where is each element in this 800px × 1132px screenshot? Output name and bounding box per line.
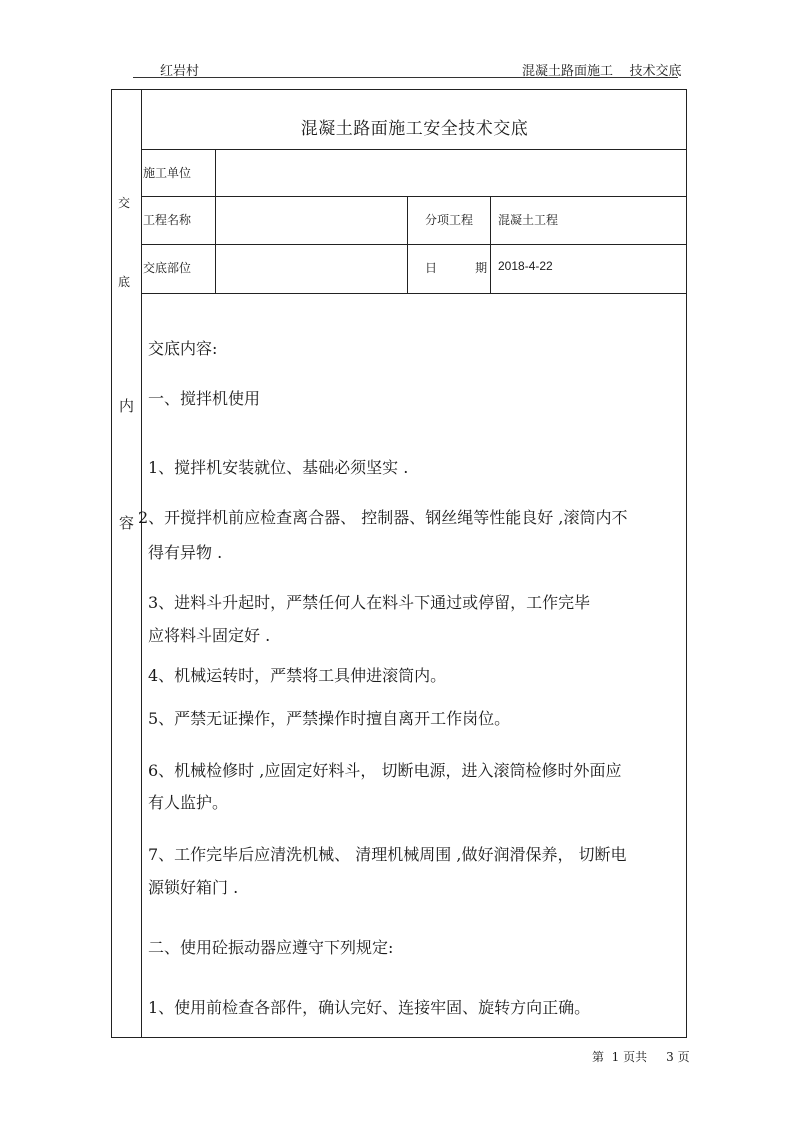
title-row-divider <box>141 149 687 150</box>
list-item-continuation: 有人监护。 <box>148 793 229 812</box>
list-item: 6、机械检修时 ,应固定好料斗， 切断电源，进入滚筒检修时外面应 <box>148 761 622 780</box>
header-village: 红岩村 <box>160 64 200 79</box>
list-item: 7、工作完毕后应清洗机械、 清理机械周围 ,做好润滑保养， 切断电 <box>148 845 627 864</box>
side-label-char: 交 <box>118 196 131 210</box>
list-item-continuation: 应将料斗固定好 . <box>148 626 271 645</box>
list-item: 4、机械运转时，严禁将工具伸进滚筒内。 <box>148 666 447 685</box>
dept-label: 交底部位 <box>143 261 192 275</box>
list-item: 5、严禁无证操作，严禁操作时擅自离开工作岗位。 <box>148 709 511 728</box>
document-title: 混凝土路面施工安全技术交底 <box>300 119 529 139</box>
date-value: 2018-4-22 <box>498 259 553 273</box>
sub-project-label: 分项工程 <box>425 213 474 227</box>
project-name-label: 工程名称 <box>143 213 192 227</box>
date-label: 日 期 <box>425 261 488 275</box>
list-item: 3、进料斗升起时，严禁任何人在料斗下通过或停留，工作完毕 <box>148 593 591 612</box>
mid-column-divider <box>407 196 408 293</box>
list-item: 2、开搅拌机前应检查离合器、 控制器、钢丝绳等性能良好 ,滚筒内不 <box>138 508 628 527</box>
construction-unit-label: 施工单位 <box>143 166 192 180</box>
list-item-continuation: 源锁好箱门 . <box>148 878 239 897</box>
side-column-divider <box>141 89 142 1038</box>
header-doc-type: 混凝土路面施工 技术交底 <box>522 64 682 79</box>
header-rule <box>133 77 678 78</box>
page-number: 第 1 页共 3 页 <box>592 1050 690 1064</box>
section-heading: 一、搅拌机使用 <box>148 389 261 408</box>
list-item: 1、使用前检查各部件，确认完好、连接牢固、旋转方向正确。 <box>148 998 591 1017</box>
content-intro: 交底内容: <box>148 339 218 358</box>
list-item-continuation: 得有异物 . <box>148 543 223 562</box>
section-heading: 二、使用砼振动器应遵守下列规定: <box>148 938 394 957</box>
right-label-divider <box>490 196 491 293</box>
unit-row-divider <box>141 196 687 197</box>
list-item: 1、搅拌机安装就位、基础必须坚实 . <box>148 458 409 477</box>
sub-project-value: 混凝土工程 <box>498 213 559 227</box>
label-column-divider <box>215 149 216 293</box>
name-row-divider <box>141 244 687 245</box>
side-label-char: 底 <box>118 275 131 289</box>
side-label-char: 容 <box>119 514 135 532</box>
side-label-char: 内 <box>119 397 135 415</box>
info-table-bottom <box>141 293 687 294</box>
